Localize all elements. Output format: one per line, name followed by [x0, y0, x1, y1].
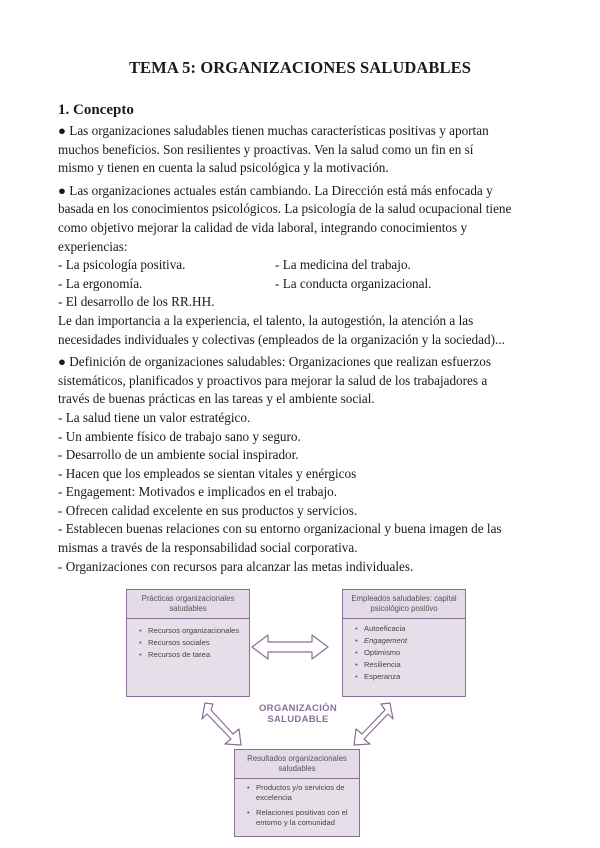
- paragraph-definition: [58, 353, 548, 409]
- text-line: ● Definición de organizaciones saludables: Organizaciones que realizan esfuerzos: [58, 354, 491, 370]
- list-item: - El desarrollo de los RR.HH.: [58, 294, 215, 310]
- paragraph-importance: [58, 312, 548, 349]
- list-item: - Organizaciones con recursos para alcanzar las metas individuales.: [58, 558, 414, 574]
- list-item: - La medicina del trabajo.: [275, 257, 411, 273]
- box-header-line: psicológico positivo: [370, 604, 438, 613]
- list-item: • Relaciones positivas con el entorno y la comunidad: [247, 808, 353, 828]
- center-label: [248, 703, 348, 725]
- text-line: Le dan importancia a la experiencia, el talento, la autogestión, la atención a las: [58, 312, 474, 328]
- text-line: mismo y tienen en cuenta la salud psicológica y la motivación.: [58, 160, 389, 176]
- box-results: [234, 749, 360, 837]
- text-line: como objetivo mejorar la calidad de vida laboral, integrando conocimientos y: [58, 219, 468, 235]
- text-line: ● Las organizaciones actuales están cambiando. La Dirección está más enfocada y: [58, 182, 493, 198]
- box-header-line: saludables: [169, 604, 207, 613]
- paragraph-changes: [58, 182, 548, 256]
- double-arrow-horizontal-icon: [252, 635, 328, 659]
- text-line: basada en los conocimientos psicológicos. La psicología de la salud ocupacional tiene: [58, 201, 512, 217]
- list-item: • Engagement: [355, 635, 459, 647]
- box-practices-list: [127, 619, 249, 661]
- healthy-organization-diagram: [0, 585, 600, 845]
- box-header-line: Empleados saludables: capital: [351, 594, 457, 603]
- box-employees-list: [343, 619, 465, 683]
- list-item: • Resiliencia: [355, 659, 459, 671]
- page-title: TEMA 5: ORGANIZACIONES SALUDABLES: [128, 58, 472, 77]
- text-line: sistemáticos, planificados y proactivos para mejorar la salud de los trabajadores a: [58, 372, 488, 388]
- document-body: [58, 100, 548, 576]
- text-line: través de buenas prácticas en las tareas y el ambiente social.: [58, 391, 375, 407]
- box-employees: [342, 589, 466, 697]
- section-heading: 1. Concepto: [58, 102, 134, 118]
- disciplines-column-1: [58, 256, 275, 312]
- text-line: experiencias:: [58, 238, 128, 254]
- list-item: - Hacen que los empleados se sientan vitales y enérgicos: [58, 465, 357, 481]
- list-item: - Un ambiente físico de trabajo sano y seguro.: [58, 428, 301, 444]
- text-line: ● Las organizaciones saludables tienen muchas características positivas y aportan: [58, 123, 489, 138]
- box-header-line: Resultados organizacionales: [247, 754, 347, 763]
- list-item: • Optimismo: [355, 647, 459, 659]
- paragraph-intro: [58, 122, 548, 178]
- center-label-line: ORGANIZACIÓN: [258, 703, 337, 714]
- list-item: • Recursos sociales: [139, 637, 243, 649]
- center-label-line: SALUDABLE: [267, 714, 329, 725]
- list-item: • Esperanza: [355, 671, 459, 683]
- box-employees-header: [343, 590, 465, 619]
- list-item: - La psicología positiva.: [58, 257, 186, 273]
- box-header-line: Prácticas organizacionales: [141, 594, 235, 603]
- list-item: mismas a través de la responsabilidad social corporativa.: [58, 540, 358, 556]
- list-item: • Recursos organizacionales: [139, 625, 243, 637]
- list-item: • Recursos de tarea: [139, 649, 243, 661]
- double-arrow-diagonal-left-icon: [202, 703, 241, 745]
- box-results-list: [235, 779, 359, 828]
- box-practices-header: [127, 590, 249, 619]
- disciplines-list: [58, 256, 548, 312]
- list-item: - La ergonomía.: [58, 275, 143, 291]
- box-header-line: saludables: [278, 764, 316, 773]
- text-line: necesidades individuales y colectivas (empleados de la organización y la sociedad)...: [58, 331, 505, 347]
- list-item: • Productos y/o servicios de excelencia: [247, 783, 353, 803]
- list-item: - La conducta organizacional.: [275, 275, 432, 291]
- box-practices: [126, 589, 250, 697]
- list-item: - Engagement: Motivados e implicados en el trabajo.: [58, 484, 338, 500]
- list-item: - Ofrecen calidad excelente en sus productos y servicios.: [58, 502, 358, 518]
- disciplines-column-2: [275, 256, 431, 312]
- list-item: - La salud tiene un valor estratégico.: [58, 409, 251, 425]
- box-results-header: [235, 750, 359, 779]
- text-line: muchos beneficios. Son resilientes y proactivas. Ven la salud como un fin en sí: [58, 141, 474, 157]
- double-arrow-diagonal-right-icon: [354, 703, 393, 745]
- list-item: - Establecen buenas relaciones con su entorno organizacional y buena imagen de las: [58, 521, 502, 537]
- characteristics-list: [58, 409, 548, 576]
- list-item: - Desarrollo de un ambiente social inspirador.: [58, 447, 299, 463]
- list-item: • Autoeficacia: [355, 623, 459, 635]
